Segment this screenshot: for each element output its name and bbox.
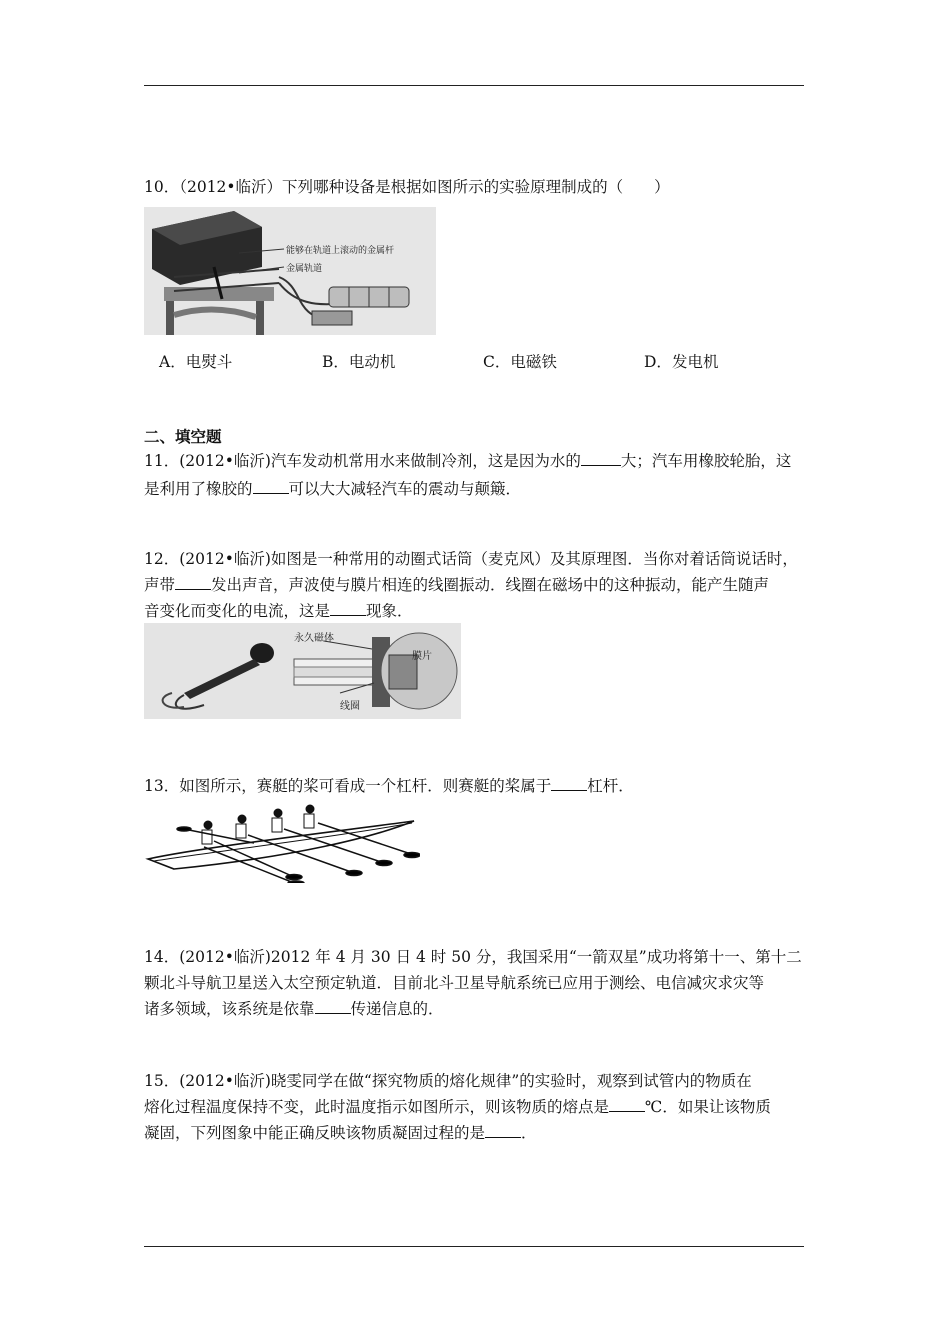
- q14-line-1: 14．(2012•临沂)2012 年 4 月 30 日 4 时 50 分，我国采用“一箭双星”成功将第十一、第十二: [144, 948, 802, 966]
- q12-microphone-figure: [144, 623, 461, 719]
- q14-text-3b: 传递信息的．: [350, 1000, 444, 1018]
- question-13: [144, 773, 808, 799]
- q11-text-1a: 11．(2012•临沂)汽车发动机常用水来做制冷剂，这是因为水的: [144, 452, 581, 470]
- q13-blank-1[interactable]: [551, 776, 587, 791]
- q14-text-3a: 诸多领域，该系统是依靠: [144, 1000, 315, 1018]
- q12-blank-1[interactable]: [175, 575, 211, 590]
- q10-apparatus-image: [144, 207, 436, 335]
- q15-blank-1[interactable]: [609, 1097, 645, 1112]
- q13-line-1: [144, 773, 808, 799]
- q12-line-3: [144, 598, 808, 624]
- q14-line-2: 颗北斗导航卫星送入太空预定轨道．目前北斗卫星导航系统已应用于测绘、电信减灾求灾等: [144, 974, 765, 992]
- q12-figure-label-diaphragm: 膜片: [412, 651, 432, 662]
- q12-figure-label-coil: 线圈: [340, 701, 360, 712]
- q12-text-3b: 现象．: [366, 602, 413, 620]
- section-title: 二、填空题: [144, 427, 222, 446]
- question-10-text: 10．（2012•临沂）下列哪种设备是根据如图所示的实验原理制成的（ ）: [144, 178, 670, 196]
- q11-text-2b: 可以大大减轻汽车的震动与颠簸．: [288, 480, 522, 498]
- q10-option-a-text: 电熨斗: [185, 353, 233, 371]
- q10-option-d[interactable]: [644, 350, 718, 372]
- question-11: [144, 448, 808, 502]
- q15-text-3b: ．: [521, 1124, 537, 1142]
- q14-blank-1[interactable]: [315, 999, 351, 1014]
- q10-option-d-text: 发电机: [671, 353, 719, 371]
- q10-option-d-key: D．: [644, 353, 672, 371]
- q12-line-1: 12．(2012•临沂)如图是一种常用的动圈式话筒（麦克风）及其原理图．当你对着话筒说话时，: [144, 550, 798, 568]
- q12-microphone-image: [144, 623, 461, 719]
- q13-text-a: 13．如图所示，赛艇的桨可看成一个杠杆．则赛艇的桨属于: [144, 777, 552, 795]
- q11-text-1b: 大；汽车用橡胶轮胎，这: [620, 452, 792, 470]
- q15-text-3a: 凝固，下列图象中能正确反映该物质凝固过程的是: [144, 1124, 486, 1142]
- q10-option-a-key: A．: [159, 353, 186, 371]
- q10-option-a[interactable]: [159, 350, 232, 372]
- q10-option-c-text: 电磁铁: [510, 353, 557, 371]
- q10-option-c[interactable]: [483, 350, 557, 372]
- q15-text-2b: ℃．如果让该物质: [645, 1098, 771, 1116]
- q13-rowing-boat-image: [144, 803, 420, 883]
- question-14: [144, 944, 808, 1022]
- q10-option-b[interactable]: [322, 350, 395, 372]
- q12-text-2a: 声带: [144, 576, 176, 594]
- header-rule: [144, 85, 804, 86]
- q10-figure-label-rail: 金属轨道: [286, 264, 323, 274]
- q15-line-3: [144, 1120, 808, 1146]
- q13-rowing-figure: [144, 803, 420, 883]
- q11-line-1: [144, 448, 808, 474]
- q12-line-2: [144, 572, 808, 598]
- question-15: [144, 1068, 808, 1146]
- q15-blank-2[interactable]: [485, 1123, 521, 1138]
- q10-option-b-text: 电动机: [348, 353, 396, 371]
- q11-blank-2[interactable]: [253, 479, 289, 494]
- q11-blank-1[interactable]: [581, 451, 621, 466]
- q11-text-2a: 是利用了橡胶的: [144, 480, 253, 498]
- q15-line-2: [144, 1094, 808, 1120]
- q12-text-3a: 音变化而变化的电流，这是: [144, 602, 331, 620]
- q14-line-3: [144, 996, 808, 1022]
- q13-text-b: 杠杆．: [587, 777, 634, 795]
- q12-text-2b: 发出声音，声波使与膜片相连的线圈振动．线圈在磁场中的这种振动，能产生随声: [211, 576, 770, 594]
- q11-line-2: [144, 476, 808, 502]
- q15-line-1: 15．(2012•临沂)晓雯同学在做“探究物质的熔化规律”的实验时，观察到试管内的物质在: [144, 1072, 752, 1090]
- q10-figure-label-rod: 能够在轨道上滚动的金属杆: [286, 246, 395, 256]
- q12-figure-label-magnet: 永久磁体: [294, 633, 334, 644]
- footer-rule: [144, 1246, 804, 1247]
- question-10: [144, 174, 808, 200]
- q10-experiment-figure: [144, 207, 436, 335]
- q10-option-c-key: C．: [483, 353, 511, 371]
- q10-option-b-key: B．: [322, 353, 349, 371]
- q15-text-2a: 熔化过程温度保持不变，此时温度指示如图所示，则该物质的熔点是: [144, 1098, 610, 1116]
- q12-blank-2[interactable]: [330, 601, 366, 616]
- question-12: [144, 546, 808, 624]
